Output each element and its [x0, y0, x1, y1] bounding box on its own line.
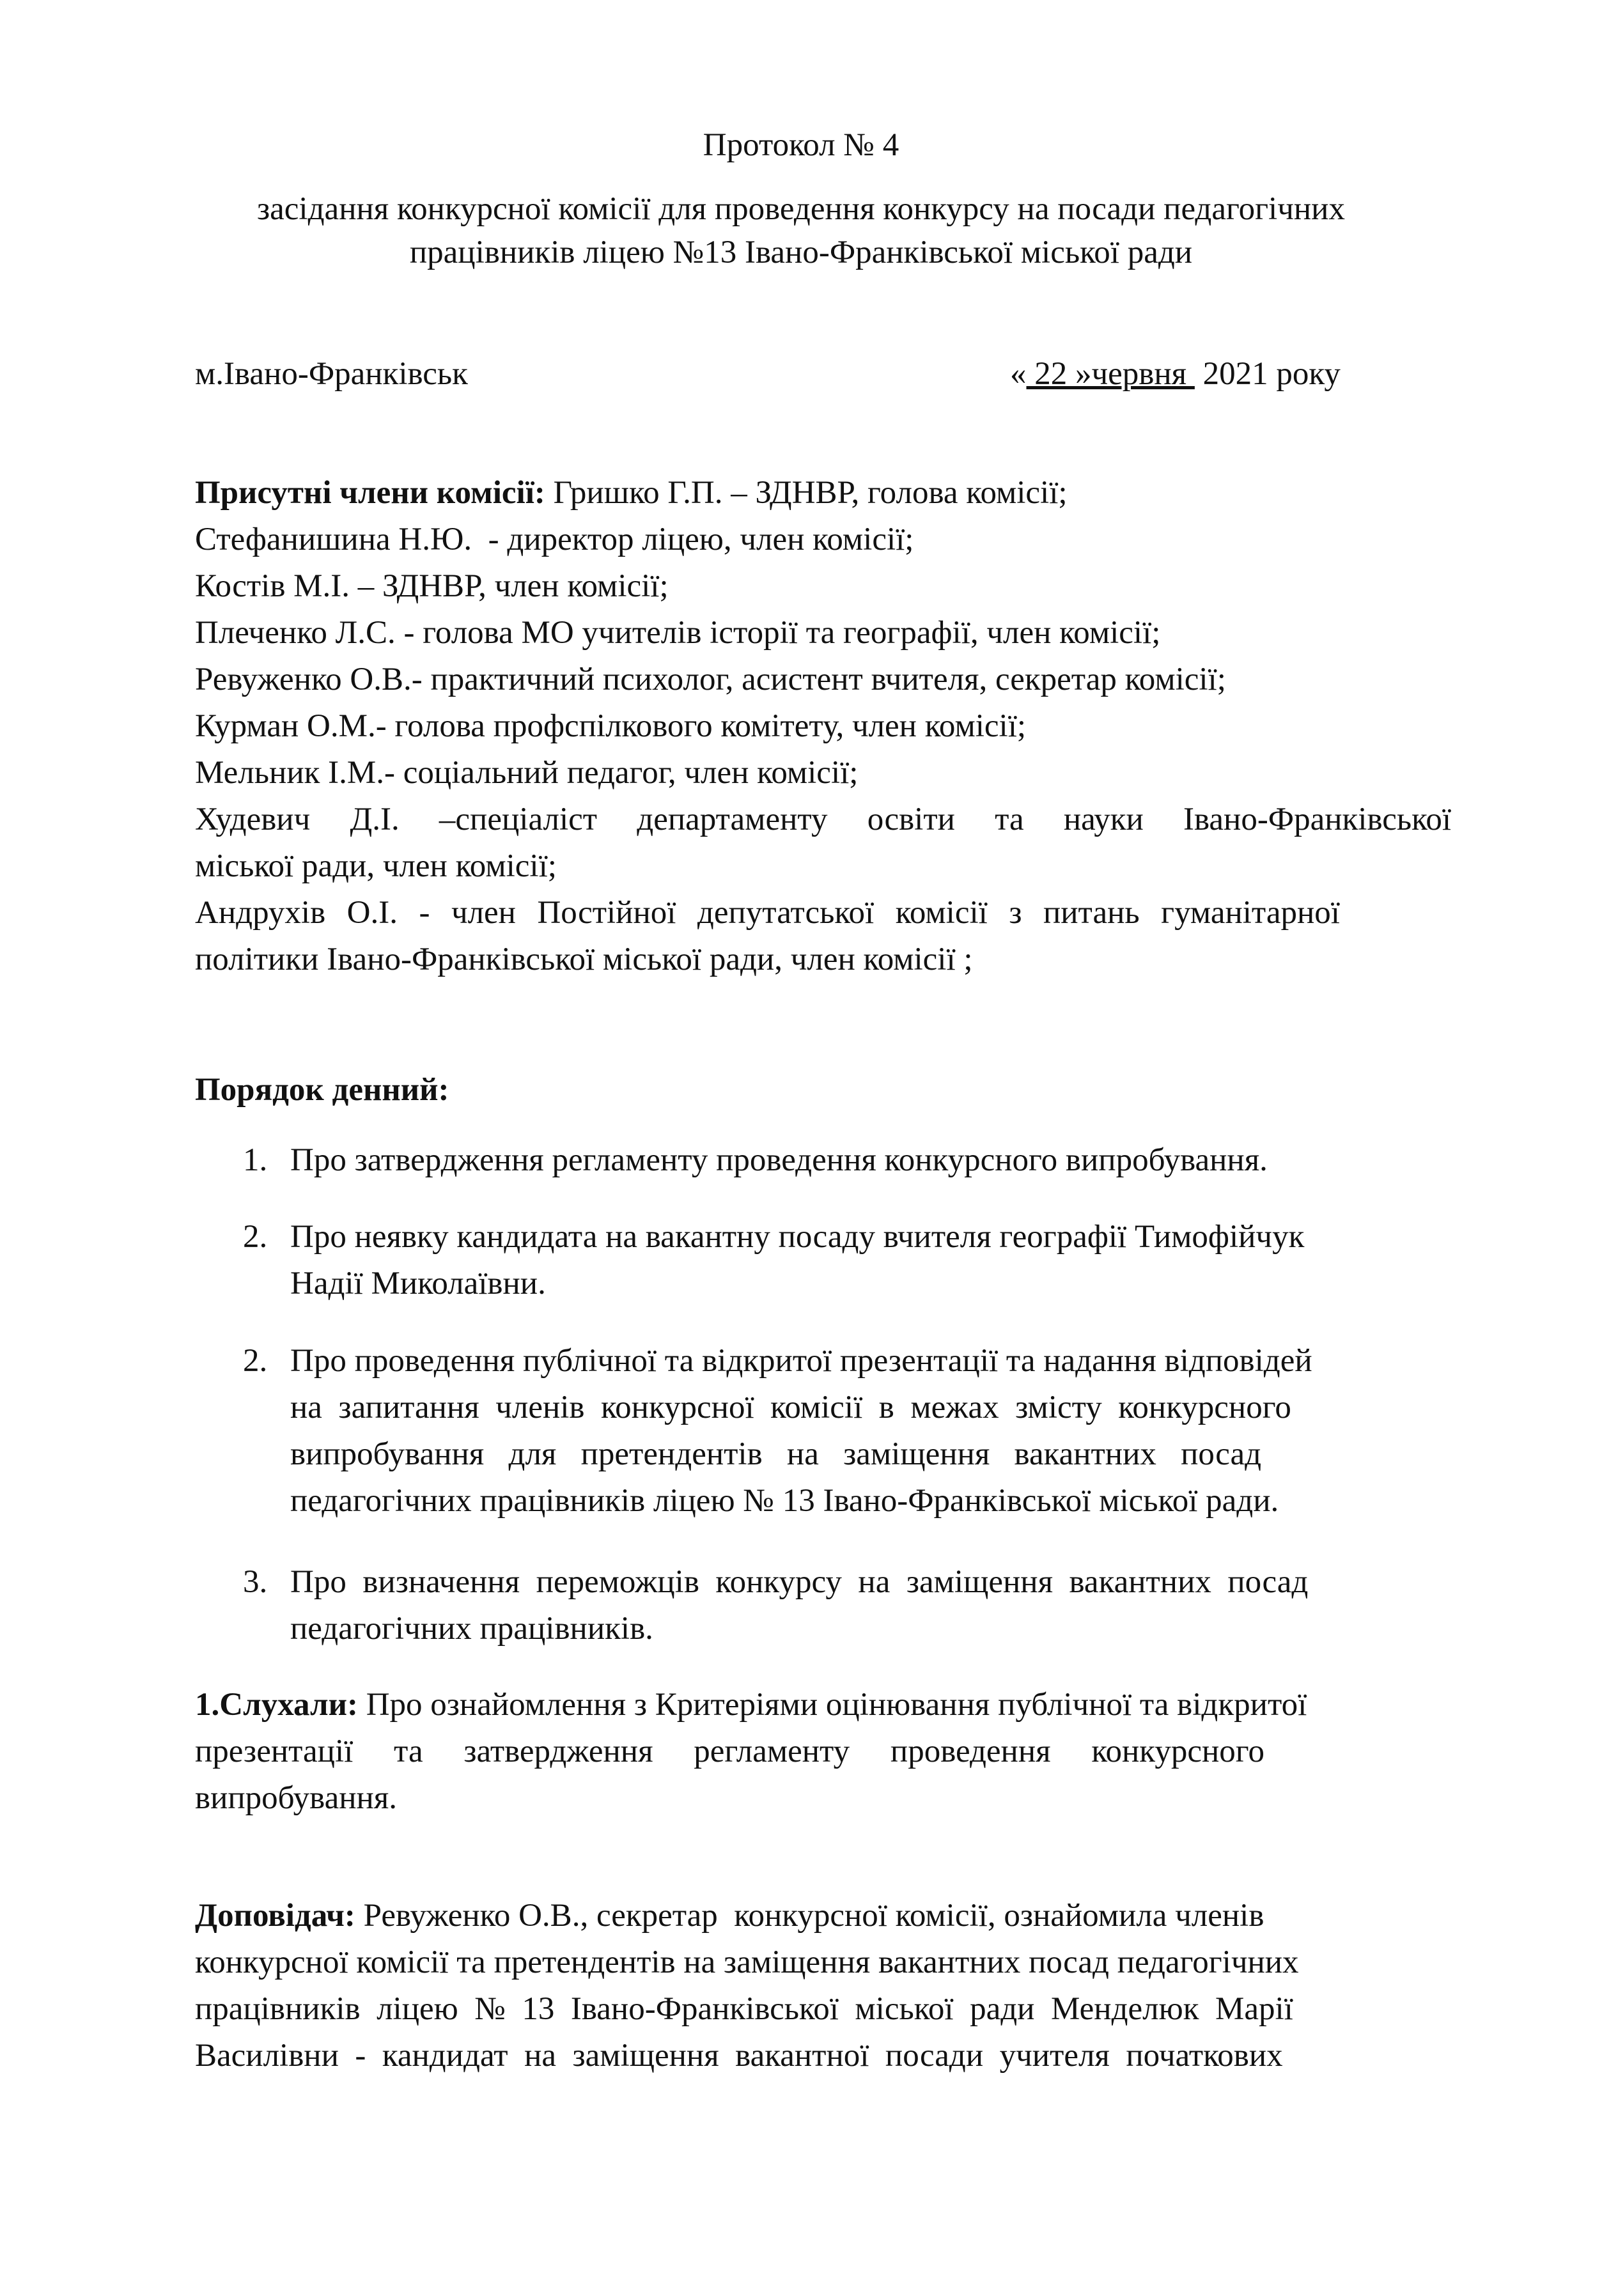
- members-first-line: [195, 469, 1068, 517]
- date-open-quote: «: [1010, 356, 1027, 392]
- heard-text: Про ознайомлення з Критеріями оцінювання публічної та відкритої: [357, 1687, 1307, 1723]
- member-hryshko: Гришко Г.П. – ЗДНВР, голова комісії;: [545, 475, 1068, 511]
- agenda-item-text: Надії Миколаївни.: [290, 1266, 546, 1301]
- speaker-line2: конкурсної комісії та претендентів на заміщення вакантних посад педагогічних: [195, 1944, 1299, 1980]
- agenda-item-number: 1.: [243, 1142, 268, 1178]
- agenda-item-text: на запитання членів конкурсної комісії в межах змісту конкурсного: [290, 1390, 1291, 1425]
- agenda-item-number: 2.: [243, 1343, 268, 1379]
- speaker-text: Ревуженко О.В., секретар конкурсної комісії, ознайомила членів: [355, 1898, 1264, 1934]
- protocol-subtitle-line2: працівників ліцею №13 Івано-Франківської міської ради: [409, 235, 1193, 270]
- member-andrukhiv-line2: політики Івано-Франківської міської ради, член комісії ;: [195, 942, 973, 977]
- date-year: 2021 року: [1194, 356, 1341, 392]
- agenda-item-text: Про неявку кандидата на вакантну посаду вчителя географії Тимофійчук: [290, 1219, 1305, 1255]
- speaker-line3: працівників ліцею № 13 Івано-Франківської міської ради Менделюк Марії: [195, 1991, 1293, 2027]
- heard-line1: [195, 1681, 1307, 1729]
- member-line: Плеченко Л.С. - голова МО учителів історії та географії, член комісії;: [195, 615, 1161, 651]
- agenda-item-text: Про проведення публічної та відкритої презентації та надання відповідей: [290, 1343, 1312, 1379]
- speaker-line4: Василівни - кандидат на заміщення вакантної посади учителя початкових: [195, 2038, 1283, 2074]
- city: м.Івано-Франківськ: [195, 356, 468, 392]
- agenda-item-text: педагогічних працівників ліцею № 13 Івано-Франківської міської ради.: [290, 1483, 1279, 1519]
- speaker-line1: [195, 1892, 1264, 1940]
- agenda-label: Порядок денний:: [195, 1072, 449, 1108]
- agenda-item-number: 2.: [243, 1219, 268, 1255]
- agenda-item-text: педагогічних працівників.: [290, 1611, 653, 1647]
- member-line: Ревуженко О.В.- практичний психолог, асистент вчителя, секретар комісії;: [195, 662, 1226, 697]
- agenda-item-text: Про визначення переможців конкурсу на заміщення вакантних посад: [290, 1564, 1309, 1600]
- heard-label: 1.Слухали:: [195, 1687, 358, 1723]
- member-line: Мельник І.М.- соціальний педагог, член комісії;: [195, 755, 859, 791]
- heard-line2: презентації та затвердження регламенту проведення конкурсного: [195, 1734, 1264, 1769]
- heard-line3: випробування.: [195, 1780, 398, 1816]
- member-andrukhiv-line1: Андрухів О.І. - член Постійної депутатської комісії з питань гуманітарної: [195, 895, 1340, 931]
- date-day-month: 22 »червня: [1026, 356, 1195, 392]
- member-line: Курман О.М.- голова профспілкового комітету, член комісії;: [195, 708, 1027, 744]
- agenda-item: [243, 1213, 1458, 1309]
- agenda-item-text: Про затвердження регламенту проведення конкурсного випробування.: [290, 1142, 1268, 1178]
- agenda-item-number: 3.: [243, 1564, 268, 1600]
- agenda-item-text: випробування для претендентів на заміщення вакантних посад: [290, 1436, 1262, 1472]
- member-khudevych-line2: міської ради, член комісії;: [195, 848, 557, 884]
- agenda-item: [243, 1337, 1458, 1529]
- members-label: Присутні члени комісії:: [195, 475, 545, 511]
- member-khudevych-line1: Худевич Д.І. –спеціаліст департаменту освіти та науки Івано-Франківської: [195, 802, 1451, 837]
- protocol-subtitle-line1: засідання конкурсної комісії для проведення конкурсу на посади педагогічних: [257, 191, 1345, 227]
- meeting-date: [1010, 350, 1341, 398]
- protocol-title: Протокол № 4: [703, 127, 899, 163]
- member-line: Костів М.І. – ЗДНВР, член комісії;: [195, 568, 669, 604]
- member-line: Стефанишина Н.Ю. - директор ліцею, член комісії;: [195, 522, 914, 557]
- speaker-label: Доповідач:: [195, 1898, 355, 1934]
- agenda-item: [243, 1558, 1458, 1654]
